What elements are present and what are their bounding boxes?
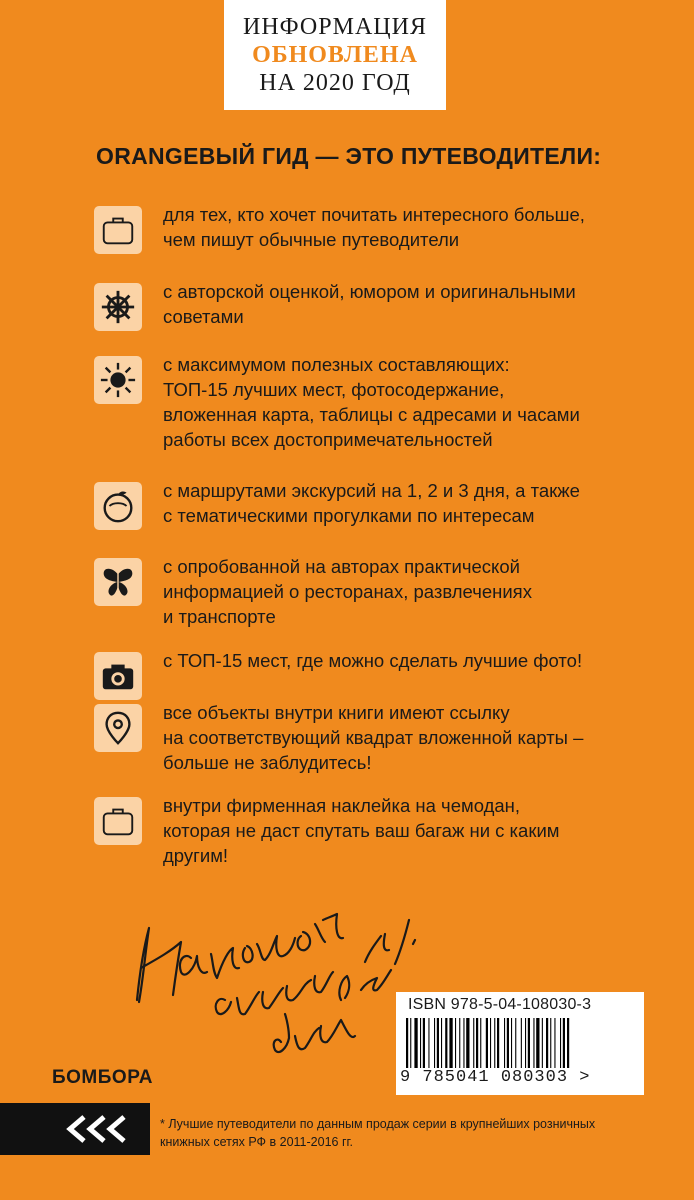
footnote [160,1115,595,1151]
barcode-bar [414,1018,417,1068]
feature-line: советами [163,306,244,327]
feature-line: с авторской оценкой, юмором и оригинальными [163,281,576,302]
feature-line: другим! [163,845,229,866]
feature-text [163,279,633,329]
barcode-bar [567,1018,569,1068]
barcode-bar [423,1018,425,1068]
feature-text [163,352,633,452]
badge-line-1: ИНФОРМАЦИЯ [243,14,427,40]
feature-line: для тех, кто хочет почитать интересного больше, [163,204,585,225]
footnote-line: книжных сетях РФ в 2011-2016 гг. [160,1135,354,1149]
camera-icon [94,652,142,700]
barcode-bar [497,1018,499,1068]
barcode-bar [511,1018,512,1068]
barcode-box [396,992,644,1095]
feature-line: работы всех достопримечательностей [163,429,493,450]
feature-item [94,279,654,331]
barcode-bar [449,1018,452,1068]
barcode-bar [476,1018,478,1068]
feature-line: с ТОП-15 мест, где можно сделать лучшие фото! [163,650,583,671]
feature-text [163,648,633,673]
feature-text [163,554,633,629]
feature-item [94,648,654,700]
barcode-bar [455,1018,456,1068]
feature-item [94,554,654,629]
feature-line: которая не даст спутать ваш багаж ни с каким [163,820,560,841]
barcode-bar [441,1018,442,1068]
barcode-bar [406,1018,408,1068]
update-badge [224,0,446,110]
barcode-bar [550,1018,551,1068]
badge-line-3: НА 2020 ГОД [259,70,411,96]
orange-fruit-icon [94,482,142,530]
map-pin-icon [94,704,142,752]
isbn-text: ISBN 978-5-04-108030-3 [408,996,592,1013]
feature-line: с маршрутами экскурсий на 1, 2 и 3 дня, а также [163,480,580,501]
feature-line: больше не заблудитесь! [163,752,372,773]
barcode-bar [494,1018,495,1068]
footnote-line: * Лучшие путеводители по данным продаж серии в крупнейших розничных [160,1117,596,1131]
barcode-bar [507,1018,509,1068]
barcode-bar [536,1018,539,1068]
feature-text [163,700,633,775]
barcode-bar [554,1018,555,1068]
barcode [404,1018,632,1068]
barcode-bar [459,1018,460,1068]
feature-line: с максимумом полезных составляющих: [163,354,510,375]
barcode-bar [528,1018,530,1068]
barcode-bar [480,1018,481,1068]
feature-text [163,478,633,528]
feature-line: вложенная карта, таблицы с адресами и часами [163,404,580,425]
barcode-bar [563,1018,565,1068]
feature-item [94,700,654,775]
barcode-bar [525,1018,526,1068]
feature-text [163,793,633,868]
barcode-digits: 9 785041 080303 > [400,1068,591,1087]
barcode-bar [533,1018,534,1068]
feature-item [94,793,654,868]
suitcase-icon [94,797,142,845]
barcode-bar [420,1018,421,1068]
barcode-bar [473,1018,474,1068]
barcode-bar [463,1018,464,1068]
barcode-bar [466,1018,469,1068]
barcode-bar [542,1018,543,1068]
feature-line: информацией о ресторанах, развлечениях [163,581,532,602]
feature-line: с тематическими прогулками по интересам [163,505,535,526]
barcode-bar [434,1018,435,1068]
barcode-bar [486,1018,488,1068]
barcode-bar [437,1018,439,1068]
barcode-bar [515,1018,516,1068]
section-heading: ORANGEВЫЙ ГИД — ЭТО ПУТЕВОДИТЕЛИ: [96,143,602,169]
barcode-bar [521,1018,522,1068]
feature-line: и транспорте [163,606,276,627]
barcode-bar [490,1018,491,1068]
series-mark [0,1103,150,1155]
barcode-bar [445,1018,447,1068]
butterfly-icon [94,558,142,606]
feature-item [94,352,654,452]
feature-line: на соответствующий квадрат вложенной карты – [163,727,584,748]
feature-line: все объекты внутри книги имеют ссылку [163,702,510,723]
feature-line: чем пишут обычные путеводители [163,229,460,250]
feature-item [94,202,654,254]
feature-text [163,202,633,252]
barcode-bar [560,1018,561,1068]
barcode-bar [410,1018,411,1068]
barcode-bar [546,1018,548,1068]
chevrons-icon [60,1113,140,1145]
feature-item [94,478,654,530]
ship-wheel-icon [94,283,142,331]
barcode-bar [504,1018,505,1068]
feature-line: внутри фирменная наклейка на чемодан, [163,795,521,816]
badge-line-2: ОБНОВЛЕНА [252,42,418,68]
feature-line: ТОП-15 лучших мест, фотосодержание, [163,379,505,400]
barcode-bar [428,1018,429,1068]
sun-icon [94,356,142,404]
handwritten-slogan [115,880,425,1070]
suitcase-icon [94,206,142,254]
feature-line: с опробованной на авторах практической [163,556,520,577]
publisher-logo: БОМБОРА [52,1067,153,1088]
